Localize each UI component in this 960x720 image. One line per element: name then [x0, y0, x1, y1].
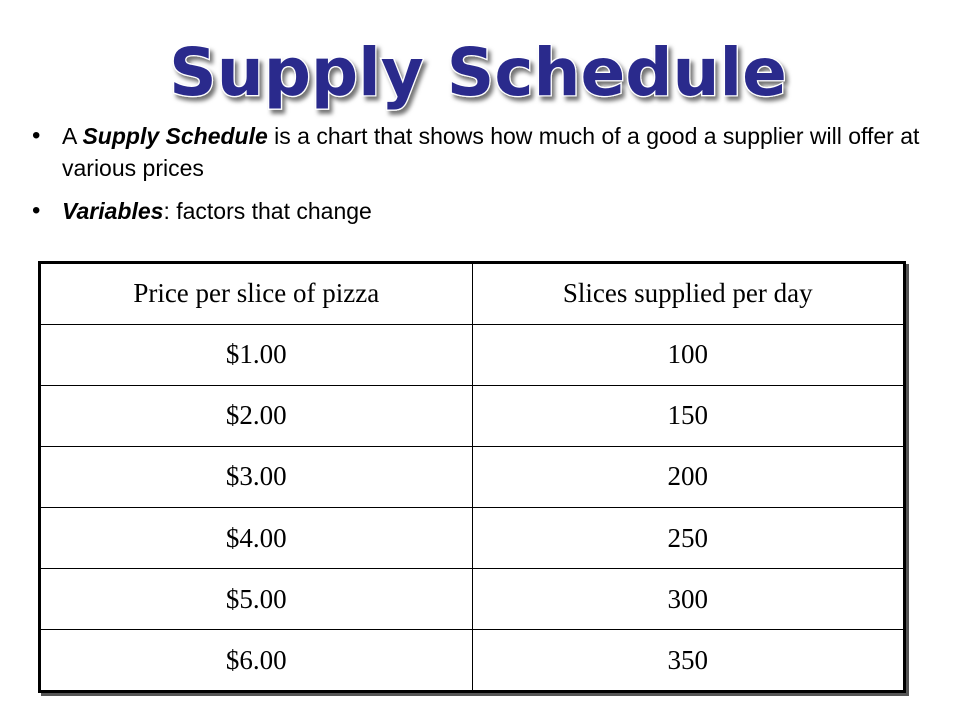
table-row — [41, 324, 903, 385]
cell-price: $1.00 — [41, 324, 472, 385]
cell-slices: 350 — [472, 630, 903, 690]
cell-slices: 250 — [472, 508, 903, 569]
cell-price: $3.00 — [41, 446, 472, 507]
table-row — [41, 508, 903, 569]
slide-title — [0, 12, 960, 122]
cell-price: $4.00 — [41, 508, 472, 569]
cell-price: $2.00 — [41, 385, 472, 446]
table-row — [41, 569, 903, 630]
bullet-prefix: A — [62, 123, 83, 149]
bullet-text: : factors that change — [163, 198, 372, 224]
cell-price: $6.00 — [41, 630, 472, 690]
cell-slices: 200 — [472, 446, 903, 507]
supply-schedule-table — [38, 261, 906, 693]
bullet-term: Variables — [62, 198, 164, 224]
title-text: Supply Schedule — [169, 34, 787, 111]
table-row — [41, 446, 903, 507]
table-header-row — [41, 264, 903, 324]
table-row — [41, 385, 903, 446]
cell-slices: 100 — [472, 324, 903, 385]
bullet-text: is a chart that shows how much of a good a supplier will offer at various prices — [62, 123, 920, 181]
bullet-term: Supply Schedule — [82, 123, 268, 149]
bullet-item — [28, 195, 928, 227]
cell-slices: 150 — [472, 385, 903, 446]
header-price: Price per slice of pizza — [41, 264, 472, 324]
table-row — [41, 630, 903, 690]
header-slices: Slices supplied per day — [472, 264, 903, 324]
table — [41, 264, 903, 690]
cell-price: $5.00 — [41, 569, 472, 630]
bullet-list — [28, 120, 928, 238]
cell-slices: 300 — [472, 569, 903, 630]
slide-title-art — [0, 12, 960, 122]
bullet-item — [28, 120, 928, 184]
